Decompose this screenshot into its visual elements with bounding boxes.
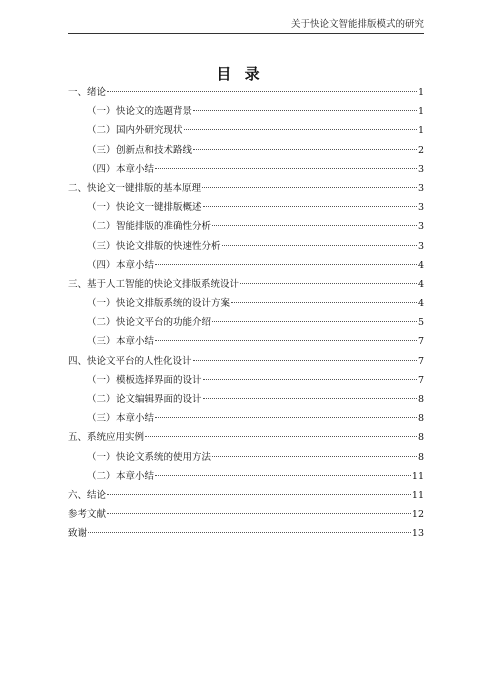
toc-entry-number: （三）	[87, 240, 116, 252]
toc-entry-number: （二）	[87, 125, 116, 137]
toc-entry[interactable]	[68, 448, 424, 467]
toc-entry-title: 六、结论	[68, 489, 107, 501]
dot-leader	[107, 494, 411, 495]
toc-entry-title: 论文编辑界面的设计	[116, 394, 202, 405]
dot-leader	[203, 379, 417, 380]
toc-entry[interactable]	[68, 217, 424, 236]
toc-entry-page-number: 4	[417, 259, 424, 271]
dot-leader	[107, 513, 411, 514]
toc-entry-page-number: 7	[417, 336, 424, 348]
toc-entry-page-number: 3	[417, 221, 424, 233]
toc-entry-page-number: 7	[417, 355, 424, 367]
toc-entry-number: （二）	[87, 317, 116, 329]
toc-entry[interactable]	[68, 141, 424, 160]
toc-entry-page-number: 4	[417, 298, 424, 310]
toc-entry-page-number: 1	[417, 125, 424, 137]
toc-entry-number: （一）	[87, 374, 116, 386]
toc-entry-title: 快论文排版系统的设计方案	[116, 298, 231, 310]
toc-entry-number: （二）	[87, 394, 116, 405]
toc-entry[interactable]	[68, 198, 424, 217]
toc-entry-number: （三）	[87, 413, 116, 425]
toc-entry-number: （三）	[87, 144, 116, 156]
dot-leader	[107, 91, 417, 92]
toc-entry-number: （一）	[87, 202, 116, 214]
dot-leader	[155, 340, 417, 341]
toc-entry-page-number: 8	[417, 451, 424, 463]
toc-entry-page-number: 7	[417, 374, 424, 386]
toc-entry-title: 四、快论文平台的人性化设计	[68, 355, 192, 367]
toc-entry-page-number: 12	[411, 509, 424, 521]
toc-entry[interactable]	[68, 390, 424, 409]
dot-leader	[88, 532, 411, 533]
dot-leader	[193, 110, 417, 111]
dot-leader	[145, 436, 417, 437]
toc-entry[interactable]	[68, 371, 424, 390]
dot-leader	[212, 321, 417, 322]
dot-leader	[193, 149, 417, 150]
toc-entry[interactable]	[68, 102, 424, 121]
toc-entry-title: 国内外研究现状	[116, 125, 183, 137]
toc-entry-page-number: 13	[411, 528, 424, 540]
toc-entry-page-number: 8	[417, 394, 424, 405]
toc-entry-title: 三、基于人工智能的快论文排版系统设计	[68, 278, 240, 290]
header-rule	[68, 33, 424, 34]
toc-entry-page-number: 5	[417, 317, 424, 329]
toc-entry[interactable]	[68, 256, 424, 275]
toc-entry-title: 本章小结	[116, 413, 155, 425]
toc-entry-number: （二）	[87, 470, 116, 482]
toc-entry-title: 五、系统应用实例	[68, 432, 145, 444]
toc-entry[interactable]	[68, 467, 424, 486]
toc-entry[interactable]	[68, 275, 424, 294]
toc-entry-number: （二）	[87, 221, 116, 233]
dot-leader	[202, 187, 417, 188]
toc-entry-number: （一）	[87, 106, 116, 118]
toc-entry[interactable]	[68, 486, 424, 505]
toc-entry[interactable]	[68, 313, 424, 332]
toc-entry[interactable]	[68, 524, 424, 543]
toc-entry-page-number: 1	[417, 87, 424, 98]
toc-entry-page-number: 4	[417, 278, 424, 290]
toc-entry[interactable]	[68, 428, 424, 447]
dot-leader	[212, 225, 417, 226]
toc-entry-page-number: 11	[411, 470, 424, 482]
toc-entry-page-number: 3	[417, 182, 424, 194]
toc-entry-page-number: 3	[417, 240, 424, 252]
dot-leader	[203, 206, 417, 207]
dot-leader	[231, 302, 417, 303]
dot-leader	[212, 456, 417, 457]
toc-entry[interactable]	[68, 83, 424, 102]
toc-entry-title: 二、快论文一键排版的基本原理	[68, 182, 202, 194]
page-title: 目 录	[216, 65, 264, 83]
toc-entry[interactable]	[68, 121, 424, 140]
toc-entry-page-number: 2	[417, 144, 424, 156]
toc-entry-title: 致谢	[68, 528, 88, 540]
toc-entry-title: 模板选择界面的设计	[116, 374, 202, 386]
toc-entry[interactable]	[68, 237, 424, 256]
toc-entry-number: （一）	[87, 451, 116, 463]
dot-leader	[222, 245, 417, 246]
toc-entry-title: 参考文献	[68, 509, 107, 521]
toc-entry-title: 本章小结	[116, 259, 155, 271]
dot-leader	[240, 283, 417, 284]
dot-leader	[155, 168, 417, 169]
dot-leader	[203, 398, 417, 399]
running-header: 关于快论文智能排版模式的研究	[290, 19, 424, 30]
toc-entry[interactable]	[68, 332, 424, 351]
toc-entry-title: 本章小结	[116, 336, 155, 348]
toc-entry-page-number: 3	[417, 202, 424, 214]
toc-entry-title: 快论文系统的使用方法	[116, 451, 212, 463]
dot-leader	[155, 264, 417, 265]
toc-entry-title: 快论文的选题背景	[116, 106, 193, 118]
dot-leader	[155, 475, 411, 476]
toc-entry[interactable]	[68, 505, 424, 524]
toc-entry[interactable]	[68, 160, 424, 179]
toc-entry-title: 一、绪论	[68, 87, 107, 98]
toc-entry-page-number: 1	[417, 106, 424, 118]
toc-entry-page-number: 3	[417, 163, 424, 175]
toc-entry-title: 快论文平台的功能介绍	[116, 317, 212, 329]
toc-entry[interactable]	[68, 179, 424, 198]
toc-entry[interactable]	[68, 409, 424, 428]
toc-entry[interactable]	[68, 294, 424, 313]
dot-leader	[155, 417, 417, 418]
dot-leader	[184, 129, 417, 130]
dot-leader	[193, 360, 417, 361]
toc-entry-title: 快论文一键排版概述	[116, 202, 202, 214]
table-of-contents	[68, 83, 424, 544]
toc-entry-title: 智能排版的准确性分析	[116, 221, 212, 233]
toc-entry[interactable]	[68, 352, 424, 371]
toc-entry-page-number: 8	[417, 432, 424, 444]
toc-entry-title: 快论文排版的快速性分析	[116, 240, 221, 252]
toc-entry-title: 本章小结	[116, 163, 155, 175]
toc-entry-title: 本章小结	[116, 470, 155, 482]
toc-entry-number: （一）	[87, 298, 116, 310]
toc-entry-page-number: 8	[417, 413, 424, 425]
toc-entry-number: （四）	[87, 259, 116, 271]
toc-entry-number: （三）	[87, 336, 116, 348]
toc-entry-page-number: 11	[411, 489, 424, 501]
toc-entry-number: （四）	[87, 163, 116, 175]
toc-entry-title: 创新点和技术路线	[116, 144, 193, 156]
